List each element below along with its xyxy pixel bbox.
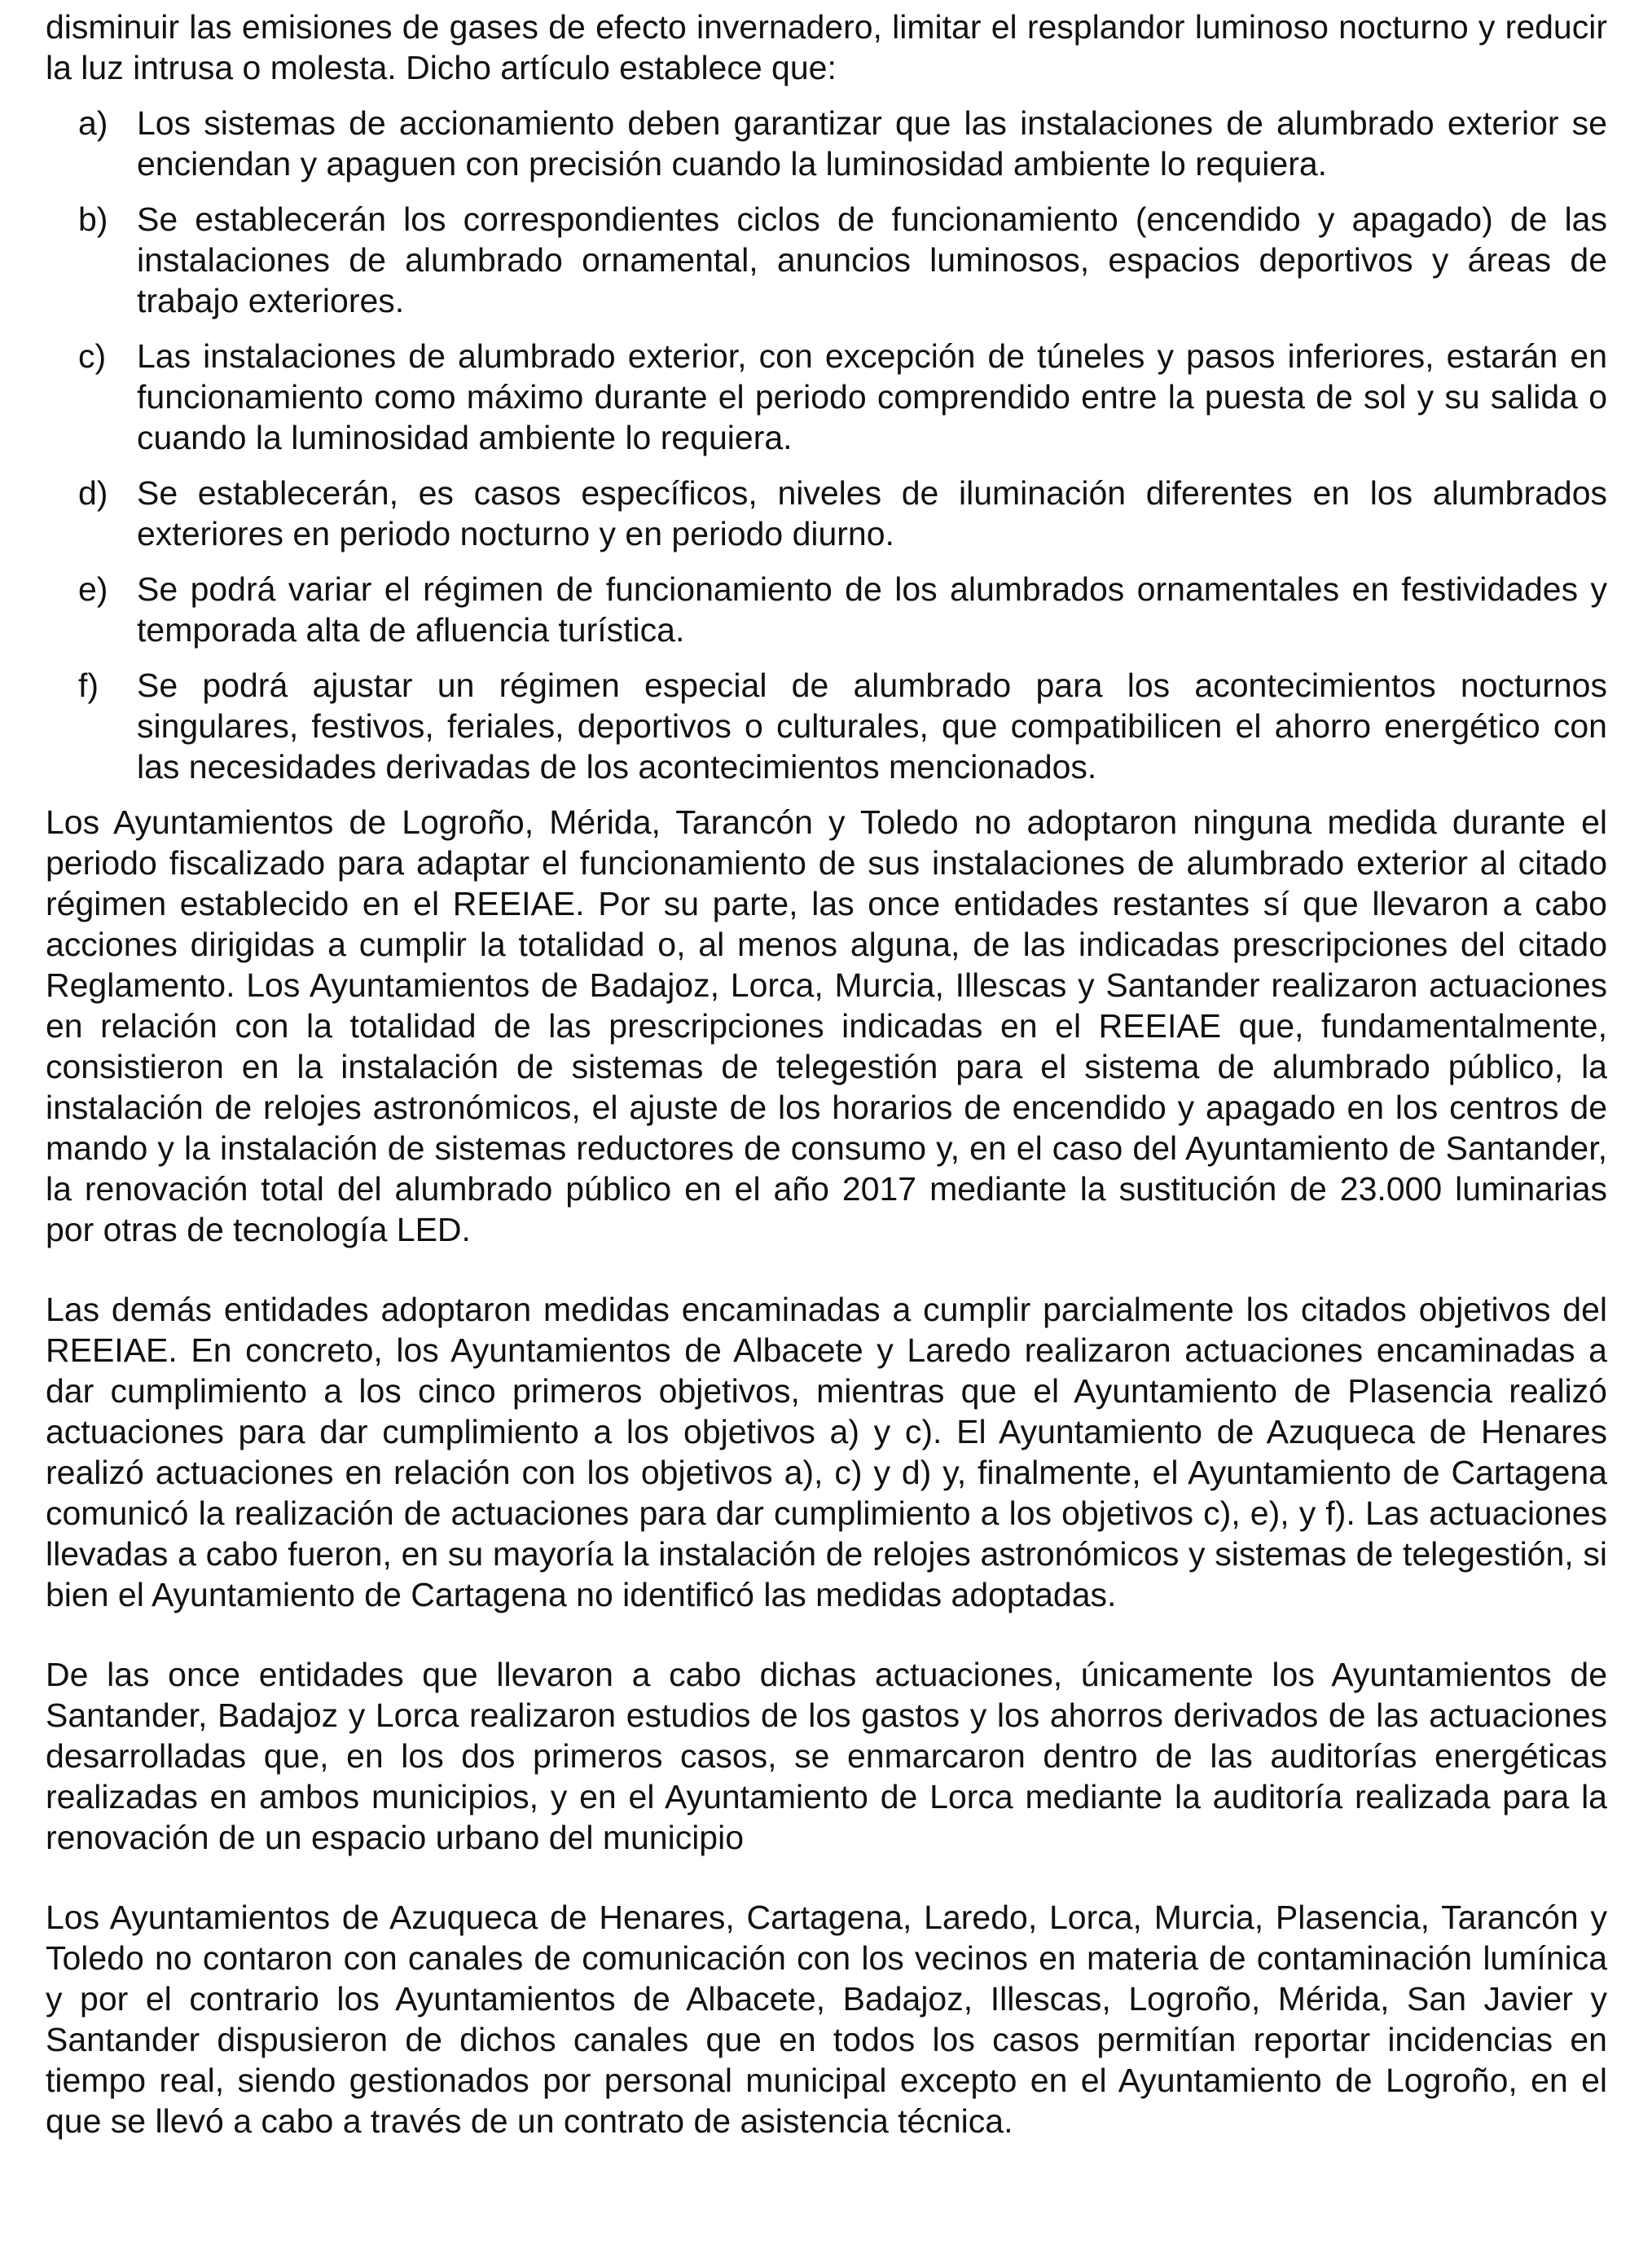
requirements-list <box>46 103 1607 787</box>
list-item-text: Se establecerán los correspondientes ciclos de funcionamiento (encendido y apagado) de las instalaciones de alumbrado ornamental, anuncios luminosos, espacios deportivos y áreas de trabajo exteriores. <box>137 200 1607 319</box>
list-marker: e) <box>78 570 108 608</box>
list-item-text: Se podrá ajustar un régimen especial de alumbrado para los acontecimientos nocturnos singulares, festivos, feriales, deportivos o culturales, que compatibilicen el ahorro energético con las necesidades derivadas de los acontecimientos mencionados. <box>137 667 1607 786</box>
body-paragraph-2: Las demás entidades adoptaron medidas encaminadas a cumplir parcialmente los citados objetivos del REEIAE. En concreto, los Ayuntamientos de Albacete y Laredo realizaron actuaciones encaminadas a dar cumplimiento a los cinco primeros objetivos, mientras que el Ayuntamiento de Plasencia realizó actuaciones para dar cumplimiento a los objetivos a) y c). El Ayuntamiento de Azuqueca de Henares realizó actuaciones en relación con los objetivos a), c) y d) y, finalmente, el Ayuntamiento de Cartagena comunicó la realización de actuaciones para dar cumplimiento a los objetivos c), e), y f). Las actuaciones llevadas a cabo fueron, en su mayoría la instalación de relojes astronómicos y sistemas de telegestión, si bien el Ayuntamiento de Cartagena no identificó las medidas adoptadas. <box>46 1291 1607 1613</box>
list-item-text: Se establecerán, es casos específicos, niveles de iluminación diferentes en los alumbrados exteriores en periodo nocturno y en periodo diurno. <box>137 474 1607 552</box>
list-item-b <box>46 199 1607 321</box>
body-paragraph-3: De las once entidades que llevaron a cabo dichas actuaciones, únicamente los Ayuntamientos de Santander, Badajoz y Lorca realizaron estudios de los gastos y los ahorros derivados de las actuaciones desarrolladas que, en los dos primeros casos, se enmarcaron dentro de las auditorías energéticas realizadas en ambos municipios, y en el Ayuntamiento de Lorca mediante la auditoría realizada para la renovación de un espacio urbano del municipio <box>46 1656 1607 1856</box>
list-item-text: Las instalaciones de alumbrado exterior, con excepción de túneles y pasos inferiores, estarán en funcionamiento como máximo durante el periodo comprendido entre la puesta de sol y su salida o cuando la luminosidad ambiente lo requiera. <box>137 337 1607 456</box>
list-item-f <box>46 665 1607 787</box>
list-item-c <box>46 336 1607 458</box>
list-item-d <box>46 473 1607 554</box>
list-item-e <box>46 569 1607 650</box>
document-page <box>46 7 1607 2141</box>
list-item-text: Los sistemas de accionamiento deben garantizar que las instalaciones de alumbrado exterior se enciendan y apaguen con precisión cuando la luminosidad ambiente lo requiera. <box>137 104 1607 183</box>
list-marker: c) <box>78 337 107 375</box>
intro-paragraph: disminuir las emisiones de gases de efecto invernadero, limitar el resplandor luminoso nocturno y reducir la luz intrusa o molesta. Dicho artículo establece que: <box>46 8 1607 86</box>
list-marker: f) <box>78 667 99 704</box>
list-marker: b) <box>78 200 108 238</box>
body-paragraph-1: Los Ayuntamientos de Logroño, Mérida, Tarancón y Toledo no adoptaron ninguna medida durante el periodo fiscalizado para adaptar el funcionamiento de sus instalaciones de alumbrado exterior al citado régimen establecido en el REEIAE. Por su parte, las once entidades restantes sí que llevaron a cabo acciones dirigidas a cumplir la totalidad o, al menos alguna, de las indicadas prescripciones del citado Reglamento. Los Ayuntamientos de Badajoz, Lorca, Murcia, Illescas y Santander realizaron actuaciones en relación con la totalidad de las prescripciones indicadas en el REEIAE que, fundamentalmente, consistieron en la instalación de sistemas de telegestión para el sistema de alumbrado público, la instalación de relojes astronómicos, el ajuste de los horarios de encendido y apagado en los centros de mando y la instalación de sistemas reductores de consumo y, en el caso del Ayuntamiento de Santander, la renovación total del alumbrado público en el año 2017 mediante la sustitución de 23.000 luminarias por otras de tecnología LED. <box>46 803 1607 1248</box>
body-paragraph-4: Los Ayuntamientos de Azuqueca de Henares, Cartagena, Laredo, Lorca, Murcia, Plasencia, Tarancón y Toledo no contaron con canales de comunicación con los vecinos en materia de contaminación lumínica y por el contrario los Ayuntamientos de Albacete, Badajoz, Illescas, Logroño, Mérida, San Javier y Santander dispusieron de dichos canales que en todos los casos permitían reportar incidencias en tiempo real, siendo gestionados por personal municipal excepto en el Ayuntamiento de Logroño, en el que se llevó a cabo a través de un contrato de asistencia técnica. <box>46 1899 1607 2140</box>
list-item-text: Se podrá variar el régimen de funcionamiento de los alumbrados ornamentales en festividades y temporada alta de afluencia turística. <box>137 570 1607 649</box>
list-item-a <box>46 103 1607 184</box>
list-marker: a) <box>78 104 108 142</box>
list-marker: d) <box>78 474 108 512</box>
